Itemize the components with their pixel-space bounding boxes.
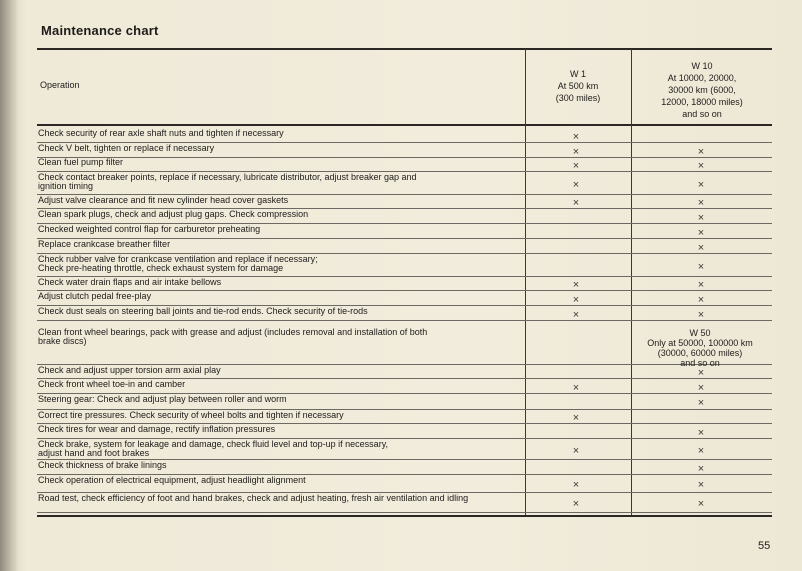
row-rule <box>37 378 772 379</box>
operation-text: Check dust seals on steering ball joints and tie-rod ends. Check security of tie-rods <box>38 307 368 316</box>
row-rule <box>37 253 772 254</box>
operation-text: Adjust valve clearance and fit new cylinder head cover gaskets <box>38 196 289 205</box>
operation-text: Check water drain flaps and air intake bellows <box>38 278 222 287</box>
w10-check-mark: × <box>697 382 705 394</box>
w10-check-mark: × <box>697 445 705 457</box>
page-title: Maintenance chart <box>41 23 159 38</box>
row-rule <box>37 423 772 424</box>
w10-check-mark: × <box>697 427 705 439</box>
w1-check-mark: × <box>572 279 580 291</box>
w10-column-header: W 10 At 10000, 20000, 30000 km (6000, 12000, 18000 miles) and so on <box>661 61 743 119</box>
w1-check-mark: × <box>572 197 580 209</box>
w10-column-divider <box>631 49 632 515</box>
operation-column-header: Operation <box>40 80 80 90</box>
table-top-rule <box>37 48 772 50</box>
operation-text: Road test, check efficiency of foot and hand brakes, check and adjust heating, fresh air ventilation and idling <box>38 494 469 503</box>
w10-check-mark: × <box>697 179 705 191</box>
row-rule <box>37 171 772 172</box>
row-rule <box>37 320 772 321</box>
operation-text: Clean fuel pump filter <box>38 158 124 167</box>
row-rule <box>37 393 772 394</box>
row-rule <box>37 512 772 513</box>
operation-text: Check front wheel toe-in and camber <box>38 380 186 389</box>
operation-text: Check contact breaker points, replace if necessary, lubricate distributor, adjust breaker gap and ignition timing <box>38 173 417 191</box>
w1-check-mark: × <box>572 294 580 306</box>
row-rule <box>37 438 772 439</box>
w10-check-mark: × <box>697 146 705 158</box>
row-rule <box>37 208 772 209</box>
w10-check-mark: × <box>697 294 705 306</box>
row-rule <box>37 276 772 277</box>
page-binding <box>0 0 18 571</box>
operation-text: Check rubber valve for crankcase ventilation and replace if necessary; Check pre-heating throttle, check exhaust system for damage <box>38 255 318 273</box>
w1-column-header: W 1 At 500 km (300 miles) <box>555 69 601 103</box>
operation-text: Checked weighted control flap for carburetor preheating <box>38 225 261 234</box>
row-rule <box>37 492 772 493</box>
w10-check-mark: × <box>697 309 705 321</box>
row-rule <box>37 290 772 291</box>
w1-check-mark: × <box>572 412 580 424</box>
w1-column-divider <box>525 49 526 515</box>
w10-check-mark: × <box>697 160 705 172</box>
table-bottom-rule <box>37 515 772 517</box>
operation-text: Check tires for wear and damage, rectify inflation pressures <box>38 425 276 434</box>
operation-text: Check thickness of brake linings <box>38 461 167 470</box>
w10-check-mark: × <box>697 479 705 491</box>
w50-interval-note: W 50 Only at 50000, 100000 km (30000, 60000 miles) and so on <box>647 328 753 368</box>
operation-text: Check and adjust upper torsion arm axial play <box>38 366 221 375</box>
w10-check-mark: × <box>697 261 705 273</box>
operation-text: Check operation of electrical equipment, adjust headlight alignment <box>38 476 306 485</box>
row-rule <box>37 474 772 475</box>
row-rule <box>37 459 772 460</box>
w10-check-mark: × <box>697 242 705 254</box>
operation-text: Clean spark plugs, check and adjust plug gaps. Check compression <box>38 210 309 219</box>
w1-check-mark: × <box>572 498 580 510</box>
operation-text: Check security of rear axle shaft nuts and tighten if necessary <box>38 129 284 138</box>
w1-check-mark: × <box>572 445 580 457</box>
w10-check-mark: × <box>697 397 705 409</box>
w10-check-mark: × <box>697 463 705 475</box>
w10-check-mark: × <box>697 227 705 239</box>
w10-check-mark: × <box>697 212 705 224</box>
operation-text: Clean front wheel bearings, pack with grease and adjust (includes removal and installation of both brake discs) <box>38 328 428 346</box>
w10-check-mark: × <box>697 367 705 379</box>
row-rule <box>37 223 772 224</box>
row-rule <box>37 305 772 306</box>
w1-check-mark: × <box>572 131 580 143</box>
operation-text: Check V belt, tighten or replace if necessary <box>38 144 215 153</box>
header-bottom-rule <box>37 124 772 126</box>
row-rule <box>37 409 772 410</box>
operation-text: Correct tire pressures. Check security of wheel bolts and tighten if necessary <box>38 411 344 420</box>
row-rule <box>37 238 772 239</box>
operation-text: Steering gear: Check and adjust play between roller and worm <box>38 395 287 404</box>
w1-check-mark: × <box>572 309 580 321</box>
operation-text: Check brake, system for leakage and damage, check fluid level and top-up if necessary, adjust hand and foot brakes <box>38 440 389 458</box>
w1-check-mark: × <box>572 179 580 191</box>
row-rule <box>37 194 772 195</box>
row-rule <box>37 142 772 143</box>
w10-check-mark: × <box>697 498 705 510</box>
operation-text: Replace crankcase breather filter <box>38 240 171 249</box>
w10-check-mark: × <box>697 279 705 291</box>
w10-check-mark: × <box>697 197 705 209</box>
w1-check-mark: × <box>572 160 580 172</box>
w1-check-mark: × <box>572 382 580 394</box>
operation-text: Adjust clutch pedal free-play <box>38 292 152 301</box>
w1-check-mark: × <box>572 146 580 158</box>
w1-check-mark: × <box>572 479 580 491</box>
page-number: 55 <box>758 540 771 552</box>
